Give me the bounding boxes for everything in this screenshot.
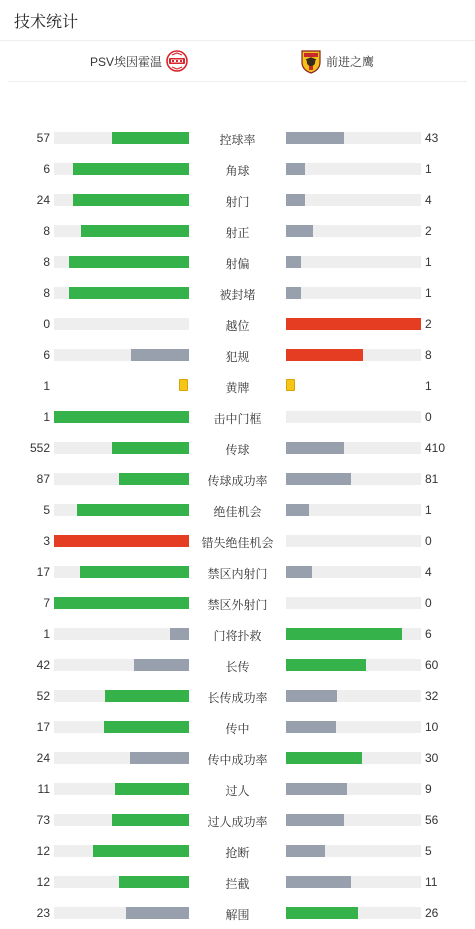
home-bar-track (54, 349, 189, 361)
stat-label: 击中门框 (213, 412, 262, 426)
page-title: 技术统计 (14, 13, 79, 31)
away-value: 26 (425, 906, 439, 920)
away-bar-fill (286, 163, 305, 175)
stat-label: 门将扑救 (213, 629, 262, 643)
home-value: 73 (36, 813, 50, 827)
away-value: 1 (425, 162, 432, 176)
home-bar-fill (131, 349, 189, 361)
away-value: 11 (425, 875, 438, 889)
stat-label: 错失绝佳机会 (201, 536, 274, 550)
away-bar-track (286, 783, 421, 795)
away-value: 1 (425, 503, 432, 517)
away-value: 4 (425, 565, 432, 579)
stat-label: 解围 (225, 908, 250, 922)
stat-label: 射偏 (225, 257, 250, 271)
away-value: 2 (425, 224, 432, 238)
home-value: 0 (43, 317, 50, 331)
home-bar-fill (105, 690, 189, 702)
stat-row[interactable] (0, 340, 475, 371)
away-value: 410 (425, 441, 446, 455)
away-team[interactable] (300, 41, 374, 81)
away-bar-track (286, 566, 421, 578)
stat-row[interactable] (0, 619, 475, 650)
away-bar-track (286, 690, 421, 702)
home-bar-fill (69, 256, 189, 268)
stat-row[interactable] (0, 681, 475, 712)
away-value: 2 (425, 317, 432, 331)
away-bar-track (286, 504, 421, 516)
home-bar-fill (93, 845, 189, 857)
stat-row[interactable] (0, 495, 475, 526)
home-value: 87 (36, 472, 50, 486)
away-bar-fill (286, 132, 344, 144)
home-bar-track (54, 411, 189, 423)
away-bar-track (286, 473, 421, 485)
away-value: 60 (425, 658, 439, 672)
page-header (0, 0, 475, 41)
home-bar-track (54, 132, 189, 144)
home-bar-track (54, 194, 189, 206)
home-value: 552 (29, 441, 50, 455)
stat-label: 越位 (225, 319, 250, 333)
home-value: 17 (36, 720, 50, 734)
stat-label: 过人成功率 (207, 815, 268, 829)
home-bar-fill (54, 411, 189, 423)
home-bar-track (54, 597, 189, 609)
home-bar-track (54, 628, 189, 640)
home-bar-track (54, 721, 189, 733)
home-bar-fill (119, 876, 189, 888)
home-yellow-card-icon (179, 379, 188, 391)
home-team-name: PSV埃因霍温 (90, 54, 163, 69)
stat-row[interactable] (0, 836, 475, 867)
away-bar-fill (286, 256, 301, 268)
stat-row[interactable] (0, 123, 475, 154)
teams-header (8, 41, 467, 82)
stat-label: 抢断 (225, 846, 250, 860)
away-bar-track (286, 907, 421, 919)
away-value: 56 (425, 813, 439, 827)
away-bar-fill (286, 876, 351, 888)
home-value: 6 (43, 348, 50, 362)
away-bar-track (286, 287, 421, 299)
away-bar-fill (286, 566, 312, 578)
stat-row[interactable] (0, 309, 475, 340)
home-bar-fill (130, 752, 189, 764)
home-bar-fill (69, 287, 189, 299)
home-bar-track (54, 504, 189, 516)
away-value: 1 (425, 379, 432, 393)
home-bar-track (54, 287, 189, 299)
home-value: 12 (36, 844, 50, 858)
away-bar-track (286, 721, 421, 733)
stat-row[interactable] (0, 898, 475, 929)
home-bar-fill (81, 225, 189, 237)
away-value: 6 (425, 627, 432, 641)
stat-label: 传中 (225, 722, 250, 736)
home-bar-track (54, 225, 189, 237)
home-bar-track (54, 783, 189, 795)
stat-row[interactable] (0, 371, 475, 402)
away-bar-fill (286, 287, 301, 299)
away-bar-track (286, 628, 421, 640)
home-value: 8 (43, 224, 50, 238)
home-value: 52 (36, 689, 50, 703)
away-bar-track (286, 597, 421, 609)
away-bar-track (286, 752, 421, 764)
stat-label: 绝佳机会 (213, 505, 262, 519)
away-bar-track (286, 163, 421, 175)
away-bar-fill (286, 659, 366, 671)
home-bar-track (54, 442, 189, 454)
away-value: 81 (425, 472, 439, 486)
stat-row[interactable] (0, 650, 475, 681)
home-bar-track (54, 566, 189, 578)
stat-label: 禁区外射门 (207, 598, 268, 612)
home-bar-fill (115, 783, 189, 795)
stat-label: 长传成功率 (207, 691, 268, 705)
home-value: 42 (36, 658, 50, 672)
away-bar-track (286, 225, 421, 237)
home-bar-track (54, 535, 189, 547)
home-value: 23 (36, 906, 50, 920)
stat-row[interactable] (0, 526, 475, 557)
home-bar-fill (73, 163, 189, 175)
stat-label: 传中成功率 (207, 753, 268, 767)
home-value: 11 (37, 782, 50, 796)
home-bar-fill (54, 597, 189, 609)
stat-label: 射正 (225, 226, 250, 240)
home-value: 3 (43, 534, 50, 548)
stat-label: 犯规 (225, 350, 250, 364)
stat-label: 禁区内射门 (207, 567, 268, 581)
home-bar-fill (112, 442, 189, 454)
away-value: 4 (425, 193, 432, 207)
away-yellow-card-icon (286, 379, 295, 391)
home-value: 1 (43, 410, 50, 424)
away-value: 10 (425, 720, 439, 734)
away-bar-fill (286, 690, 337, 702)
home-bar-track (54, 318, 189, 330)
stat-label: 传球 (225, 443, 250, 457)
away-bar-fill (286, 194, 305, 206)
away-value: 9 (425, 782, 432, 796)
stat-label: 控球率 (219, 133, 256, 147)
home-bar-track (54, 752, 189, 764)
away-team-name: 前进之鹰 (326, 54, 375, 69)
away-bar-fill (286, 721, 336, 733)
away-bar-track (286, 256, 421, 268)
away-bar-fill (286, 783, 347, 795)
stat-row[interactable] (0, 743, 475, 774)
home-value: 24 (36, 751, 50, 765)
home-bar-fill (112, 814, 189, 826)
stat-label: 长传 (225, 660, 250, 674)
home-bar-fill (77, 504, 189, 516)
home-bar-track (54, 814, 189, 826)
away-bar-fill (286, 442, 344, 454)
home-bar-fill (170, 628, 189, 640)
away-bar-track (286, 659, 421, 671)
stat-row[interactable] (0, 216, 475, 247)
home-value: 8 (43, 286, 50, 300)
stat-row[interactable] (0, 712, 475, 743)
home-value: 57 (36, 131, 50, 145)
away-bar-fill (286, 318, 421, 330)
stat-label: 被封堵 (219, 288, 256, 302)
stat-row[interactable] (0, 185, 475, 216)
home-bar-track (54, 690, 189, 702)
away-value: 30 (425, 751, 439, 765)
away-bar-fill (286, 907, 358, 919)
home-bar-fill (80, 566, 189, 578)
away-bar-track (286, 349, 421, 361)
home-value: 17 (36, 565, 50, 579)
away-value: 1 (425, 286, 432, 300)
home-bar-fill (119, 473, 189, 485)
stat-label: 黄牌 (225, 381, 250, 395)
home-value: 1 (43, 379, 50, 393)
home-bar-track (54, 845, 189, 857)
stat-row[interactable] (0, 464, 475, 495)
away-value: 43 (425, 131, 439, 145)
away-value: 1 (425, 255, 432, 269)
away-bar-track (286, 411, 421, 423)
away-bar-fill (286, 814, 344, 826)
away-bar-fill (286, 225, 313, 237)
away-value: 0 (425, 534, 432, 548)
home-value: 1 (43, 627, 50, 641)
stat-row[interactable] (0, 433, 475, 464)
home-value: 7 (43, 596, 50, 610)
stat-row[interactable] (0, 402, 475, 433)
home-bar-fill (73, 194, 189, 206)
away-value: 0 (425, 596, 432, 610)
away-bar-fill (286, 845, 325, 857)
away-value: 5 (425, 844, 432, 858)
stat-label: 射门 (225, 195, 250, 209)
away-bar-track (286, 876, 421, 888)
stat-row[interactable] (0, 278, 475, 309)
away-bar-track (286, 194, 421, 206)
home-value: 6 (43, 162, 50, 176)
stats-list (0, 123, 475, 929)
home-bar-track (54, 163, 189, 175)
away-bar-fill (286, 473, 351, 485)
stat-row[interactable] (0, 774, 475, 805)
stat-row[interactable] (0, 154, 475, 185)
home-bar-fill (126, 907, 189, 919)
home-bar-fill (134, 659, 189, 671)
away-bar-track (286, 814, 421, 826)
home-bar-track (54, 876, 189, 888)
stat-row[interactable] (0, 805, 475, 836)
home-value: 8 (43, 255, 50, 269)
home-bar-track (54, 256, 189, 268)
stat-row[interactable] (0, 247, 475, 278)
stat-label: 角球 (225, 164, 250, 178)
stat-label: 过人 (225, 784, 250, 798)
home-bar-track (54, 659, 189, 671)
away-value: 0 (425, 410, 432, 424)
away-bar-track (286, 845, 421, 857)
away-bar-fill (286, 628, 402, 640)
home-bar-track (54, 473, 189, 485)
stat-row[interactable] (0, 557, 475, 588)
away-bar-track (286, 535, 421, 547)
away-value: 32 (425, 689, 439, 703)
home-bar-fill (54, 535, 189, 547)
away-value: 8 (425, 348, 432, 362)
stat-row[interactable] (0, 867, 475, 898)
away-bar-track (286, 442, 421, 454)
go-ahead-eagles-crest-icon (300, 48, 322, 74)
away-bar-track (286, 132, 421, 144)
away-bar-fill (286, 752, 362, 764)
psv-crest-icon (166, 50, 188, 72)
away-bar-track (286, 318, 421, 330)
home-value: 5 (43, 503, 50, 517)
stat-row[interactable] (0, 588, 475, 619)
stat-label: 传球成功率 (207, 474, 268, 488)
home-team[interactable] (90, 41, 188, 81)
home-bar-fill (112, 132, 189, 144)
home-value: 12 (36, 875, 50, 889)
stat-label: 拦截 (225, 877, 250, 891)
away-bar-fill (286, 349, 363, 361)
home-value: 24 (36, 193, 50, 207)
home-bar-track (54, 907, 189, 919)
away-bar-fill (286, 504, 309, 516)
home-bar-fill (104, 721, 189, 733)
